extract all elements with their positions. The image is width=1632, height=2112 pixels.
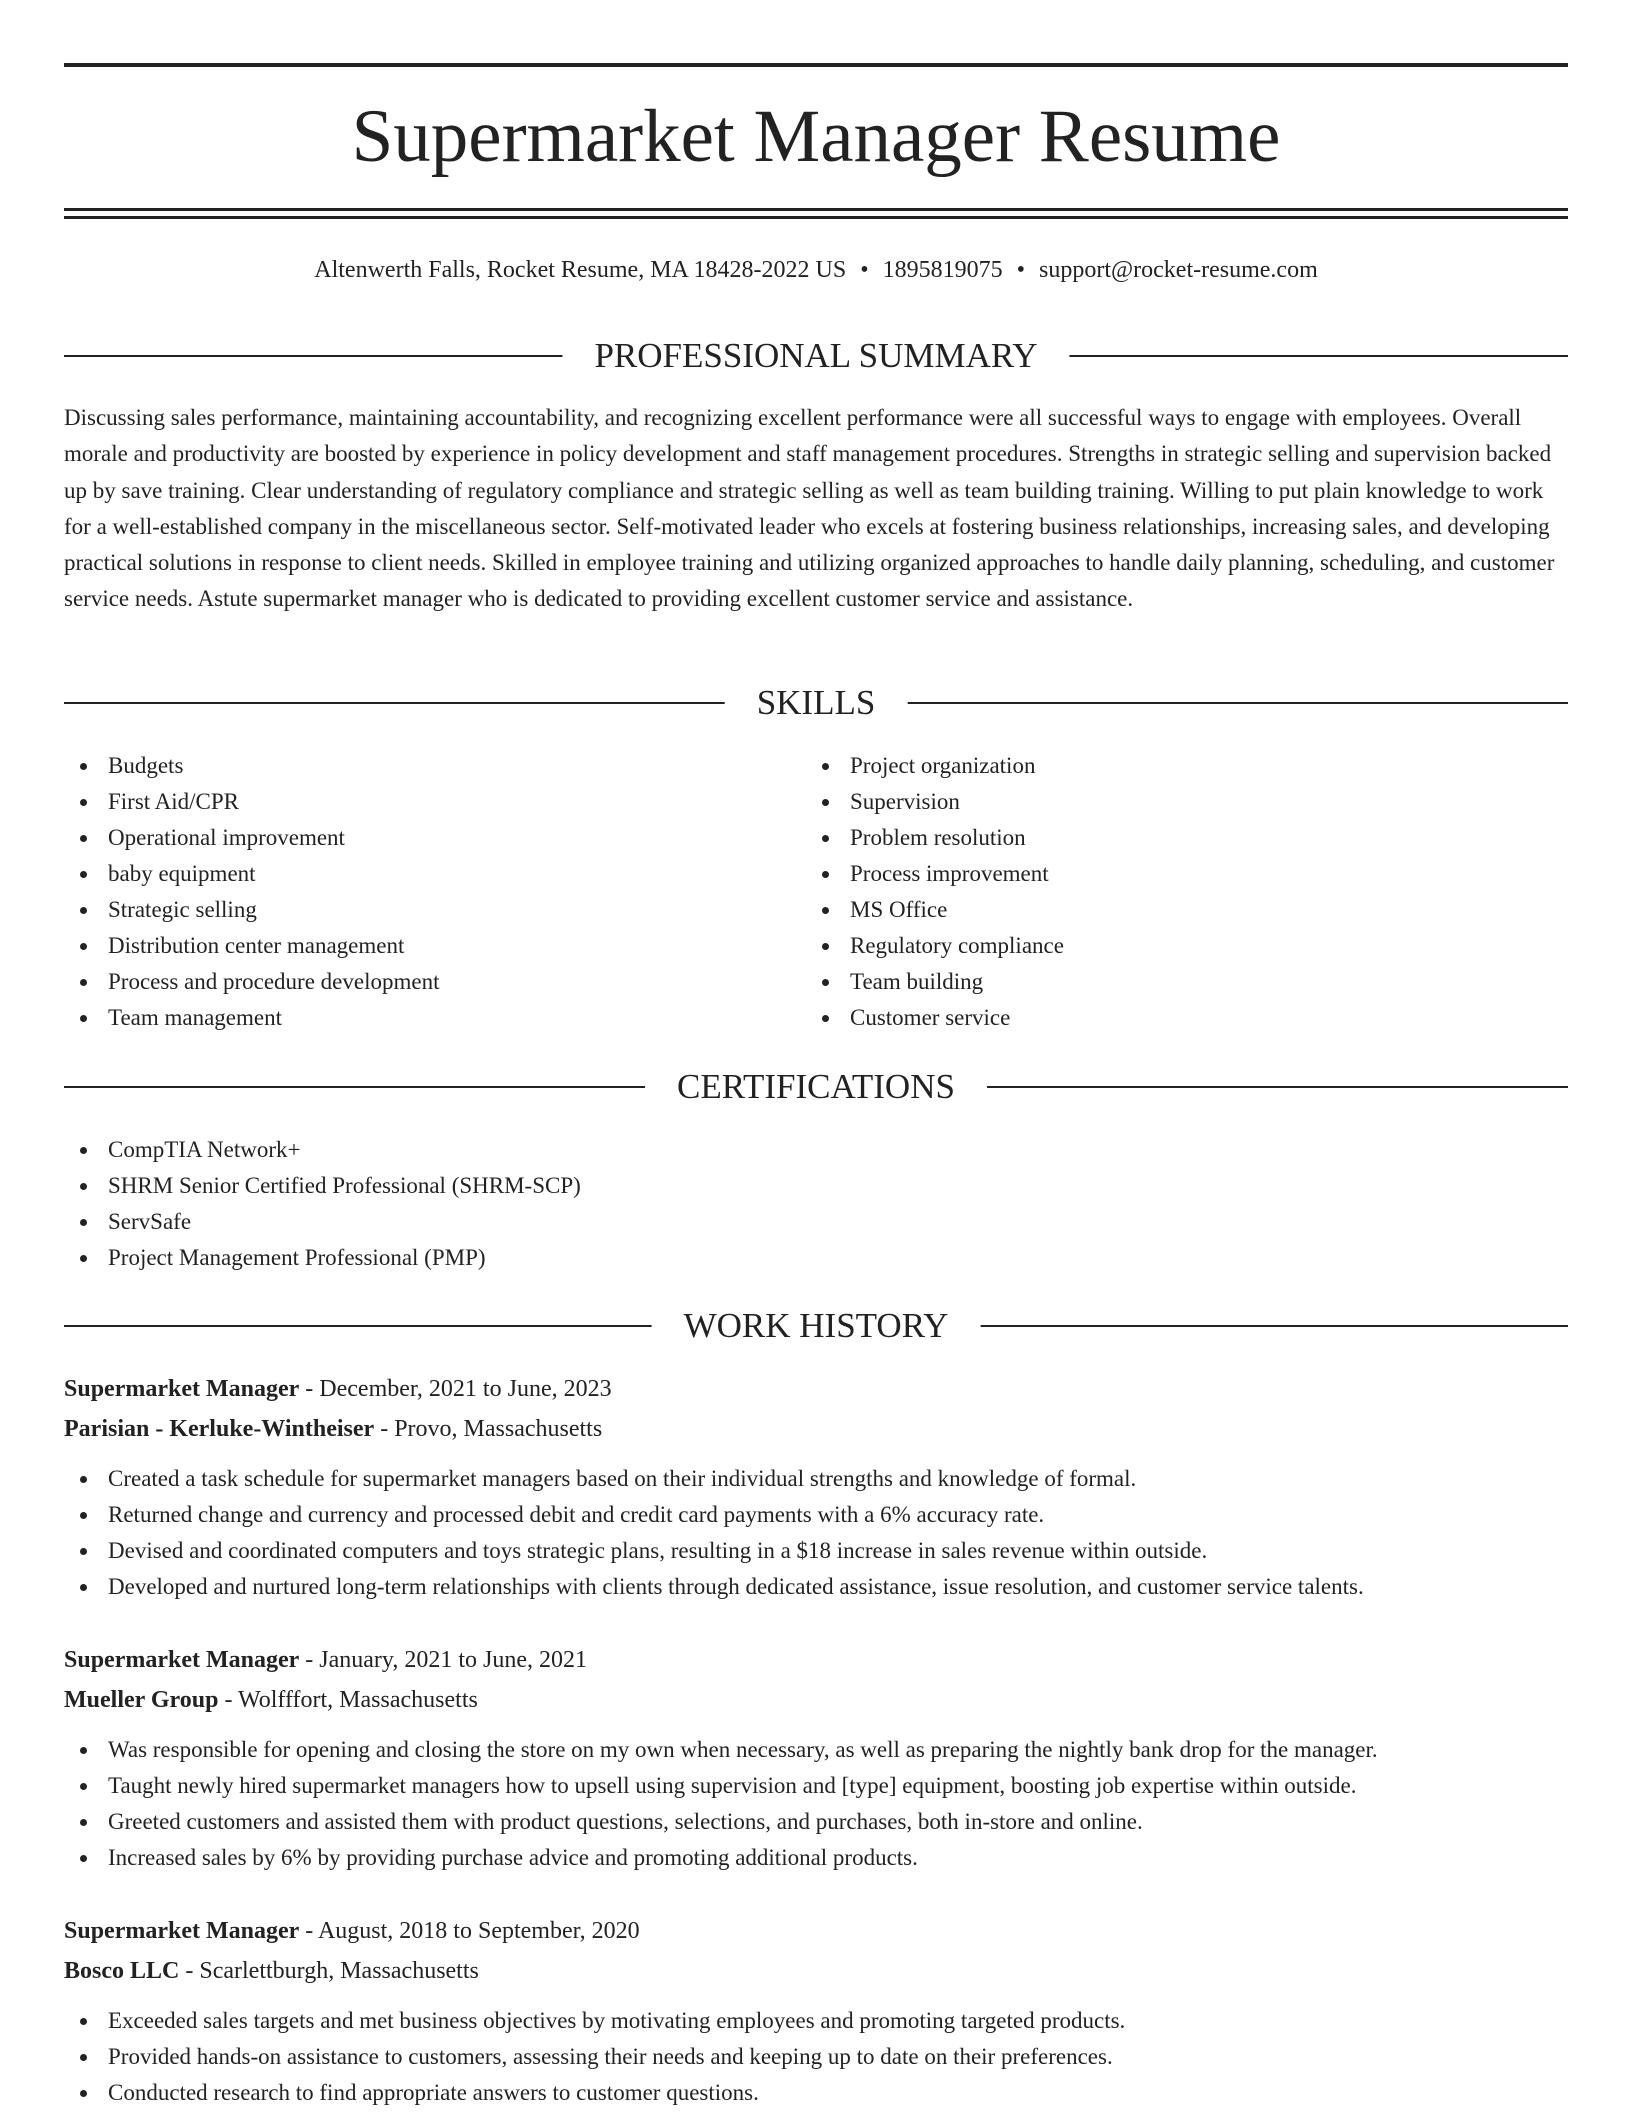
job-bullet: Exceeded sales targets and met business objectives by motivating employees and promoting targeted products. xyxy=(64,2003,1568,2039)
contact-line xyxy=(64,254,1568,286)
job-bullet: Developed and nurtured long-term relationships with clients through dedicated assistance, issue resolution, and customer service talents. xyxy=(64,1569,1568,1605)
job-dates: - January, 2021 to June, 2021 xyxy=(299,1647,588,1673)
certification-item: CompTIA Network+ xyxy=(64,1132,1568,1168)
job-bullets xyxy=(64,2003,1568,2111)
summary-text: Discussing sales performance, maintaining accountability, and recognizing excellent performance were all successful ways to engage with employees. Overall morale and productivity are boosted by experience in policy development and staff management procedures. Strengths in strategic selling and supervision backed up by save training. Clear understanding of regulatory compliance and strategic selling as well as team building training. Willing to put plain knowledge to work for a well-established company in the miscellaneous sector. Self-motivated leader who excels at fostering business relationships, increasing sales, and developing practical solutions in response to client needs. Skilled in employee training and utilizing organized approaches to handle daily planning, scheduling, and customer service needs. Astute supermarket manager who is dedicated to providing excellent customer service and assistance. xyxy=(64,405,1555,612)
job-title: Supermarket Manager xyxy=(64,1647,300,1673)
section-header-certifications xyxy=(64,1067,1568,1107)
job-title-line xyxy=(64,1369,1568,1409)
section-header-skills xyxy=(64,683,1568,723)
job-dates: - December, 2021 to June, 2023 xyxy=(299,1376,612,1402)
section-title: CERTIFICATIONS xyxy=(645,1067,987,1107)
job-bullets xyxy=(64,1461,1568,1605)
job-bullet: Was responsible for opening and closing the store on my own when necessary, as well as preparing the nightly bank drop for the manager. xyxy=(64,1732,1568,1768)
skill-item: Supervision xyxy=(806,784,1546,820)
skill-item: Strategic selling xyxy=(64,892,804,928)
job-company-line xyxy=(64,1409,1568,1449)
job-location: - Wolfffort, Massachusetts xyxy=(218,1687,478,1713)
skill-item: Regulatory compliance xyxy=(806,928,1546,964)
job-bullet: Taught newly hired supermarket managers how to upsell using supervision and [type] equipment, boosting job expertise within outside. xyxy=(64,1768,1568,1804)
skill-item: First Aid/CPR xyxy=(64,784,804,820)
job-title: Supermarket Manager xyxy=(64,1376,300,1402)
job-company: Parisian - Kerluke-Wintheiser xyxy=(64,1416,375,1442)
title-rule-upper xyxy=(64,208,1568,211)
job-entry xyxy=(64,1369,1568,1605)
skill-item: Team management xyxy=(64,1000,804,1036)
skill-item: Team building xyxy=(806,964,1546,1000)
contact-separator: • xyxy=(860,257,869,283)
job-dates: - August, 2018 to September, 2020 xyxy=(299,1918,640,1944)
skill-item: Distribution center management xyxy=(64,928,804,964)
job-location: - Provo, Massachusetts xyxy=(374,1416,603,1442)
job-company: Bosco LLC xyxy=(64,1958,180,1984)
page-title: Supermarket Manager Resume xyxy=(351,95,1281,178)
job-location: - Scarlettburgh, Massachusetts xyxy=(179,1958,479,1984)
section-title: WORK HISTORY xyxy=(652,1306,981,1346)
job-title-line xyxy=(64,1911,1568,1951)
skills-list-left xyxy=(64,748,804,1036)
skill-item: Customer service xyxy=(806,1000,1546,1036)
job-title: Supermarket Manager xyxy=(64,1918,300,1944)
skill-item: Project organization xyxy=(806,748,1546,784)
contact-email[interactable]: support@rocket-resume.com xyxy=(1039,257,1318,283)
section-title: SKILLS xyxy=(725,683,908,723)
skill-item: Operational improvement xyxy=(64,820,804,856)
certification-item: ServSafe xyxy=(64,1204,1568,1240)
job-entry xyxy=(64,1640,1568,1876)
contact-separator: • xyxy=(1016,257,1026,283)
title-rule-lower xyxy=(64,216,1568,219)
section-title: PROFESSIONAL SUMMARY xyxy=(562,336,1069,376)
contact-phone: 1895819075 xyxy=(882,257,1003,283)
job-bullet: Devised and coordinated computers and toys strategic plans, resulting in a $18 increase in sales revenue within outside. xyxy=(64,1533,1568,1569)
job-company: Mueller Group xyxy=(64,1687,219,1713)
section-header-work-history xyxy=(64,1306,1568,1346)
job-bullet: Increased sales by 6% by providing purchase advice and promoting additional products. xyxy=(64,1840,1568,1876)
certifications-list xyxy=(64,1132,1568,1276)
skill-item: Process and procedure development xyxy=(64,964,804,1000)
job-bullet: Created a task schedule for supermarket managers based on their individual strengths and knowledge of formal. xyxy=(64,1461,1568,1497)
job-bullet: Returned change and currency and processed debit and credit card payments with a 6% accuracy rate. xyxy=(64,1497,1568,1533)
skill-item: Budgets xyxy=(64,748,804,784)
certification-item: Project Management Professional (PMP) xyxy=(64,1240,1568,1276)
job-entry xyxy=(64,1911,1568,2111)
skill-item: Process improvement xyxy=(806,856,1546,892)
job-company-line xyxy=(64,1680,1568,1720)
job-bullet: Conducted research to find appropriate answers to customer questions. xyxy=(64,2075,1568,2111)
skills-list-right xyxy=(806,748,1546,1036)
section-header-summary xyxy=(64,336,1568,376)
job-bullet: Greeted customers and assisted them with product questions, selections, and purchases, both in-store and online. xyxy=(64,1804,1568,1840)
contact-address: Altenwerth Falls, Rocket Resume, MA 18428-2022 US xyxy=(314,257,847,283)
job-bullet: Provided hands-on assistance to customers, assessing their needs and keeping up to date on their preferences. xyxy=(64,2039,1568,2075)
certification-item: SHRM Senior Certified Professional (SHRM-SCP) xyxy=(64,1168,1568,1204)
skill-item: Problem resolution xyxy=(806,820,1546,856)
top-rule xyxy=(64,63,1568,67)
skill-item: baby equipment xyxy=(64,856,804,892)
job-company-line xyxy=(64,1951,1568,1991)
job-title-line xyxy=(64,1640,1568,1680)
job-bullets xyxy=(64,1732,1568,1876)
skill-item: MS Office xyxy=(806,892,1546,928)
